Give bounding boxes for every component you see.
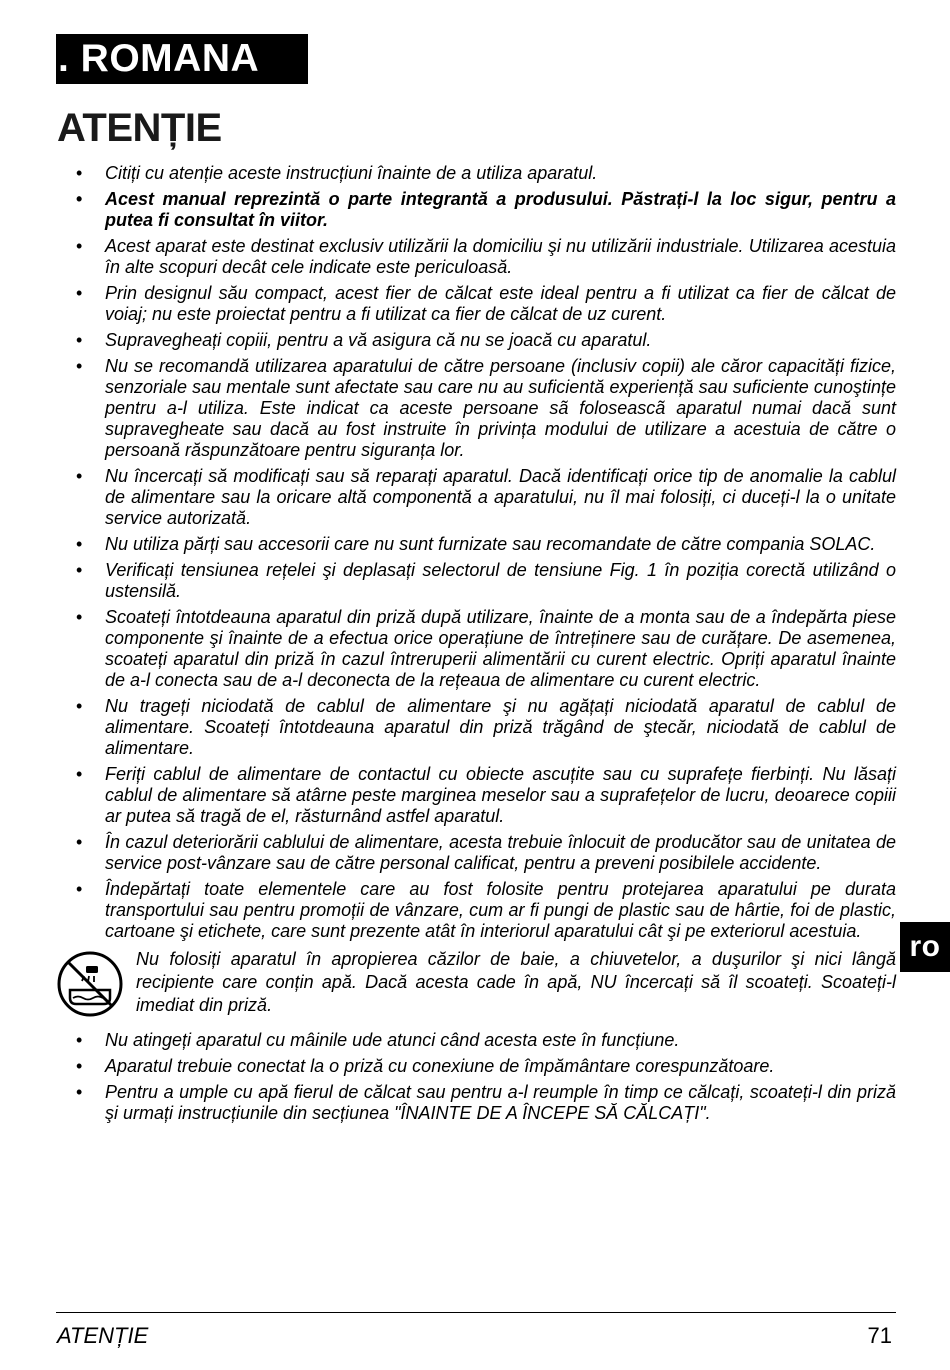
- warnings-list-continued: [56, 1030, 896, 1124]
- warning-item: • Îndepărtați toate elementele care au fost folosite pentru protejarea aparatului pe durata transportului sau pentru promoții de vânzare, cum ar fi pungi de plastic sau de hârtie, foi de plastic, cartoane şi etichete, care sunt prezente atât în interiorul aparatului cât şi pe exteriorul acestuia.: [56, 879, 896, 942]
- water-warning: [56, 948, 896, 1022]
- warning-item: • Acest manual reprezintă o parte integrantă a produsului. Păstrați-l la loc sigur, pentru a putea fi consultat în viitor.: [56, 189, 896, 231]
- warning-item: • Nu trageți niciodată de cablul de alimentare şi nu agățați niciodată aparatul de cablul de alimentare. Scoateți întotdeauna aparatul din priză trăgând de ştecăr, niciodată de cablul de alimentare.: [56, 696, 896, 759]
- main-content: [56, 163, 896, 1129]
- warning-item: • Nu atingeți aparatul cu mâinile ude atunci când acesta este în funcțiune.: [56, 1030, 896, 1051]
- footer-section-label: ATENȚIE: [57, 1323, 149, 1348]
- water-warning-text: Nu folosiți aparatul în apropierea căzilor de baie, a chiuvetelor, a duşurilor şi nici lângă recipiente care conțin apă. Dacă acesta cade în apă, NU încercați să îl scoateți. Scoateți-l imediat din priză.: [136, 949, 896, 1015]
- language-header: . ROMANA: [56, 34, 308, 84]
- warning-item: • Verificați tensiunea rețelei şi deplasați selectorul de tensiune Fig. 1 în poziția corectă utilizând o ustensilă.: [56, 560, 896, 602]
- warning-item: • Supravegheați copiii, pentru a vă asigura că nu se joacă cu aparatul.: [56, 330, 896, 351]
- warning-item: • Feriți cablul de alimentare de contactul cu obiecte ascuțite sau cu suprafețe fierbinți. Nu lăsați cablul de alimentare să atârne peste marginea meselor sau a suprafețelor de lucru, deoarece copiii ar putea să tragă de el, răsturnând astfel aparatul.: [56, 764, 896, 827]
- warning-item: • Nu utiliza părți sau accesorii care nu sunt furnizate sau recomandate de către compania SOLAC.: [56, 534, 896, 555]
- footer-divider: [56, 1312, 896, 1313]
- no-water-bath-icon: [56, 950, 124, 1018]
- warning-item: • Citiți cu atenție aceste instrucțiuni înainte de a utiliza aparatul.: [56, 163, 896, 184]
- warning-item: • Acest aparat este destinat exclusiv utilizării la domiciliu şi nu utilizării industriale. Utilizarea acestuia în alte scopuri decât cele indicate este periculoasă.: [56, 236, 896, 278]
- warnings-list: [56, 163, 896, 942]
- warning-item: • În cazul deteriorării cablului de alimentare, acesta trebuie înlocuit de producător sau de unitatea de service post-vânzare sau de către personal calificat, pentru a preveni posibilele accidente.: [56, 832, 896, 874]
- language-tab: ro: [900, 922, 950, 972]
- warning-item: • Prin designul său compact, acest fier de călcat este ideal pentru a fi utilizat ca fier de călcat de voiaj; nu este proiectat pentru a fi utilizat ca fier de călcat de uz curent.: [56, 283, 896, 325]
- warning-item: • Aparatul trebuie conectat la o priză cu conexiune de împământare corespunzătoare.: [56, 1056, 896, 1077]
- page-number: 71: [867, 1323, 892, 1348]
- warning-item: • Nu se recomandă utilizarea aparatului de către persoane (inclusiv copii) ale căror capacități fizice, senzoriale sau mentale sunt afectate sau care nu au suficientă experiență sau suficiente cunoştințe pentru a-l utiliza. Este indicat ca aceste persoane sã foloseascã aparatul numai dacă sunt supravegheate sau dacă au fost instruite în privința modului de utilizare a acestuia de către o persoană răspunzătoare pentru siguranța lor.: [56, 356, 896, 461]
- warning-item: • Scoateți întotdeauna aparatul din priză după utilizare, înainte de a monta sau de a îndepărta piese componente şi înainte de a efectua orice operațiune de întreținere sau de curățare. De asemenea, scoateți aparatul din priză în cazul întreruperii alimentării cu curent electric. Opriți aparatul înainte de a-l conecta sau de a-l deconecta de la rețeaua de alimentare cu curent electric.: [56, 607, 896, 691]
- page-title: ATENȚIE: [57, 106, 222, 150]
- warning-item: • Pentru a umple cu apă fierul de călcat sau pentru a-l reumple în timp ce călcați, scoateți-l din priză şi urmați instrucțiunile din secțiunea "ÎNAINTE DE A ÎNCEPE SĂ CĂLCAȚI".: [56, 1082, 896, 1124]
- warning-item: • Nu încercați să modificați sau să reparați aparatul. Dacă identificați orice tip de anomalie la cablul de alimentare sau la oricare altă componentă a aparatului, nu îl mai folosiți, ci duceți-l la o unitate service autorizată.: [56, 466, 896, 529]
